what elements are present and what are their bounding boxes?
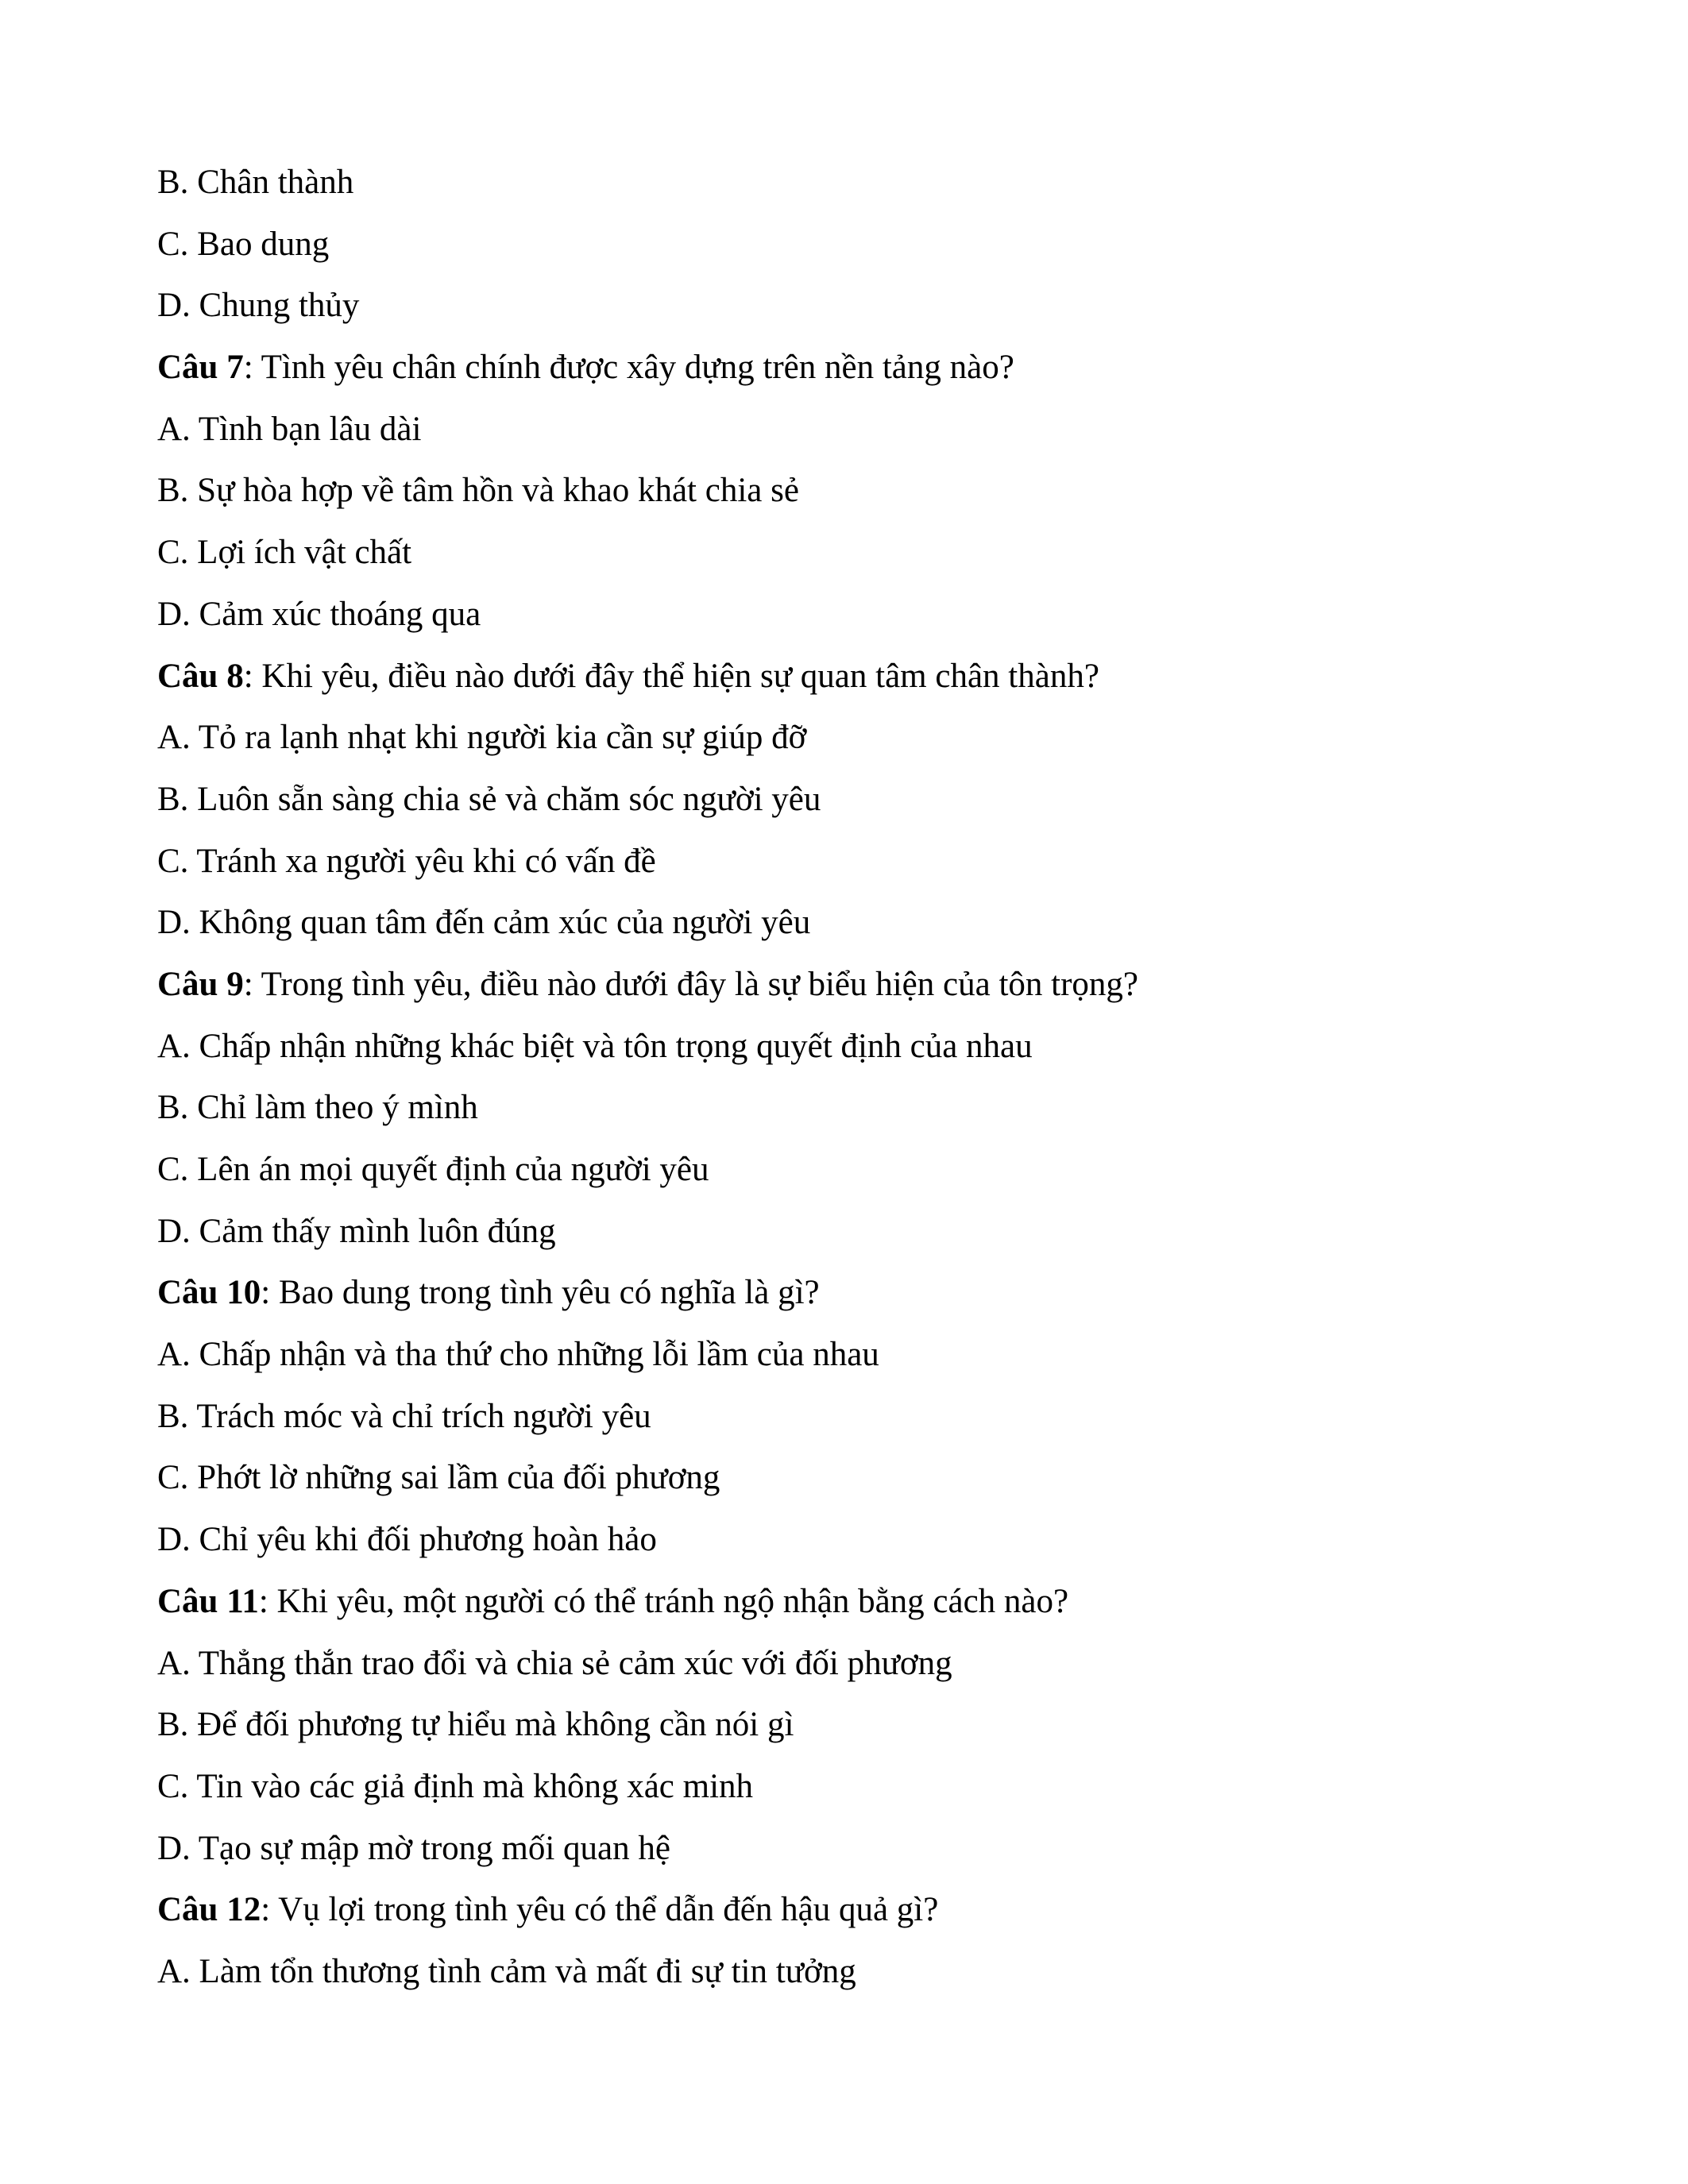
answer-option: D. Không quan tâm đến cảm xúc của người yêu xyxy=(157,904,811,942)
answer-option: B. Trách móc và chỉ trích người yêu xyxy=(157,1397,651,1435)
question-text: : Khi yêu, điều nào dưới đây thể hiện sự quan tâm chân thành? xyxy=(243,657,1099,695)
answer-option: B. Sự hòa hợp về tâm hồn và khao khát chia sẻ xyxy=(157,472,799,510)
answer-option: B. Chân thành xyxy=(157,164,354,201)
answer-option: B. Để đối phương tự hiểu mà không cần nói gì xyxy=(157,1706,794,1744)
answer-option: D. Chỉ yêu khi đối phương hoàn hảo xyxy=(157,1521,657,1559)
question-text: : Bao dung trong tình yêu có nghĩa là gì? xyxy=(261,1274,820,1312)
answer-option: A. Tình bạn lâu dài xyxy=(157,410,422,448)
answer-option: A. Chấp nhận và tha thứ cho những lỗi lầm của nhau xyxy=(157,1336,879,1374)
answer-option: C. Phớt lờ những sai lầm của đối phương xyxy=(157,1459,720,1497)
answer-option: B. Luôn sẵn sàng chia sẻ và chăm sóc người yêu xyxy=(157,780,821,818)
answer-option: A. Tỏ ra lạnh nhạt khi người kia cần sự giúp đỡ xyxy=(157,719,807,757)
question-text: : Trong tình yêu, điều nào dưới đây là sự biểu hiện của tôn trọng? xyxy=(243,965,1138,1003)
answer-option: D. Cảm thấy mình luôn đúng xyxy=(157,1212,556,1250)
answer-option: B. Chỉ làm theo ý mình xyxy=(157,1089,478,1127)
answer-option: C. Lên án mọi quyết định của người yêu xyxy=(157,1151,709,1188)
question-line xyxy=(157,646,1524,708)
question-text: : Vụ lợi trong tình yêu có thể dẫn đến hậu quả gì? xyxy=(261,1891,939,1929)
answer-option: C. Lợi ích vật chất xyxy=(157,534,412,572)
answer-option: C. Tin vào các giả định mà không xác minh xyxy=(157,1767,754,1805)
answer-option: A. Làm tổn thương tình cảm và mất đi sự tin tưởng xyxy=(157,1952,856,1990)
question-number: Câu 11 xyxy=(157,1582,259,1620)
question-number: Câu 10 xyxy=(157,1274,261,1312)
answer-option: A. Thẳng thắn trao đổi và chia sẻ cảm xúc với đối phương xyxy=(157,1644,952,1682)
question-text: : Khi yêu, một người có thể tránh ngộ nhận bằng cách nào? xyxy=(258,1582,1069,1620)
question-number: Câu 7 xyxy=(157,349,244,387)
question-line xyxy=(157,954,1524,1016)
quiz-content xyxy=(157,152,1524,2003)
question-line xyxy=(157,1571,1524,1633)
question-number: Câu 9 xyxy=(157,965,244,1003)
question-line xyxy=(157,337,1524,399)
question-number: Câu 12 xyxy=(157,1891,261,1929)
answer-option: D. Cảm xúc thoáng qua xyxy=(157,595,481,633)
answer-option: D. Tạo sự mập mờ trong mối quan hệ xyxy=(157,1829,670,1867)
answer-option: A. Chấp nhận những khác biệt và tôn trọng quyết định của nhau xyxy=(157,1027,1033,1065)
question-line xyxy=(157,1879,1524,1941)
question-number: Câu 8 xyxy=(157,657,244,695)
answer-option: D. Chung thủy xyxy=(157,287,360,325)
question-text: : Tình yêu chân chính được xây dựng trên nền tảng nào? xyxy=(243,349,1014,387)
answer-option: C. Bao dung xyxy=(157,225,330,263)
question-line xyxy=(157,1262,1524,1324)
answer-option: C. Tránh xa người yêu khi có vấn đề xyxy=(157,842,656,880)
